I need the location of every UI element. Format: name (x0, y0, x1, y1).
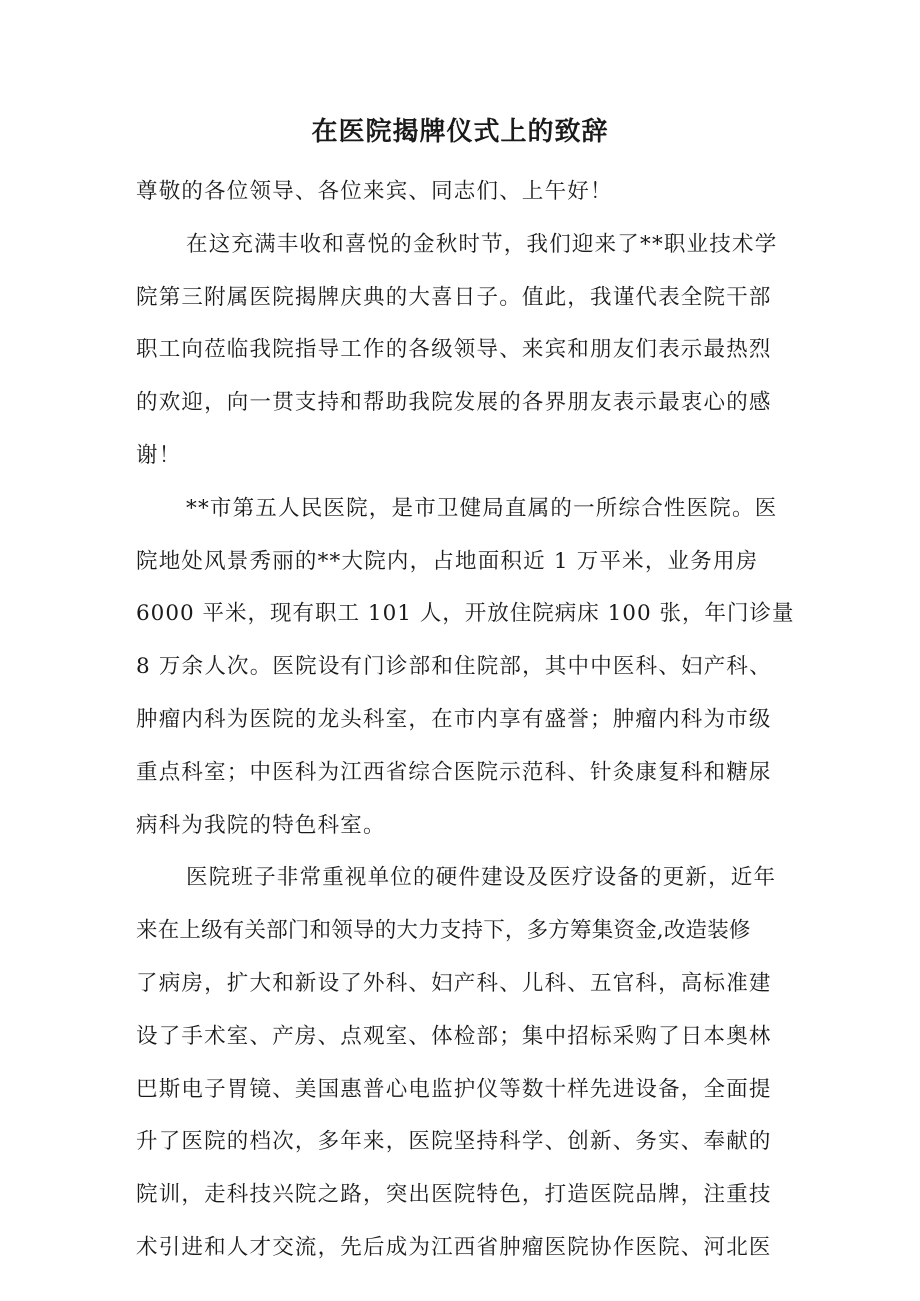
text-line: 医院班子非常重视单位的硬件建设及医疗设备的更新，近年 (186, 865, 777, 891)
text-line: 病科为我院的特色科室。 (136, 812, 386, 838)
document-body (136, 166, 796, 1275)
text-line: 谢！ (136, 442, 182, 468)
text-line: 尊敬的各位领导、各位来宾、同志们、上午好！ (136, 179, 613, 204)
text-line: 肿瘤内科为医院的龙头科室，在市内享有盛誉；肿瘤内科为市级 (136, 706, 772, 732)
text-line: 8 万余人次。医院设有门诊部和住院部，其中中医科、妇产科、 (136, 654, 772, 680)
text-line: 巴斯电子胃镜、美国惠普心电监护仪等数十样先进设备，全面提 (136, 1076, 772, 1102)
document-title: 在医院揭牌仪式上的致辞 (311, 117, 609, 147)
text-line: 的欢迎，向一贯支持和帮助我院发展的各界朋友表示最衷心的感 (136, 390, 772, 416)
text-line: 术引进和人才交流，先后成为江西省肿瘤医院协作医院、河北医 (136, 1234, 772, 1260)
text-line: 来在上级有关部门和领导的大力支持下，多方筹集资金,改造装修 (136, 918, 751, 944)
text-line: 设了手术室、产房、点观室、体检部；集中招标采购了日本奥林 (136, 1023, 772, 1049)
text-line: 职工向莅临我院指导工作的各级领导、来宾和朋友们表示最热烈 (136, 337, 772, 363)
text-line: 6000 平米，现有职工 101 人，开放住院病床 100 张，年门诊量 (136, 601, 795, 627)
text-line: 了病房，扩大和新设了外科、妇产科、儿科、五官科，高标准建 (136, 970, 772, 996)
text-line: 院地处风景秀丽的**大院内，占地面积近 1 万平米，业务用房 (136, 548, 759, 574)
text-line: 院训，走科技兴院之路，突出医院特色，打造医院品牌，注重技 (136, 1182, 772, 1208)
text-line: 在这充满丰收和喜悦的金秋时节，我们迎来了**职业技术学 (186, 231, 778, 257)
text-line: 升了医院的档次，多年来，医院坚持科学、创新、务实、奉献的 (136, 1129, 772, 1155)
text-line: 重点科室；中医科为江西省综合医院示范科、针灸康复科和糖尿 (136, 759, 772, 785)
text-line: **市第五人民医院，是市卫健局直属的一所综合性医院。医 (186, 495, 778, 521)
text-line: 院第三附属医院揭牌庆典的大喜日子。值此，我谨代表全院干部 (136, 284, 772, 310)
